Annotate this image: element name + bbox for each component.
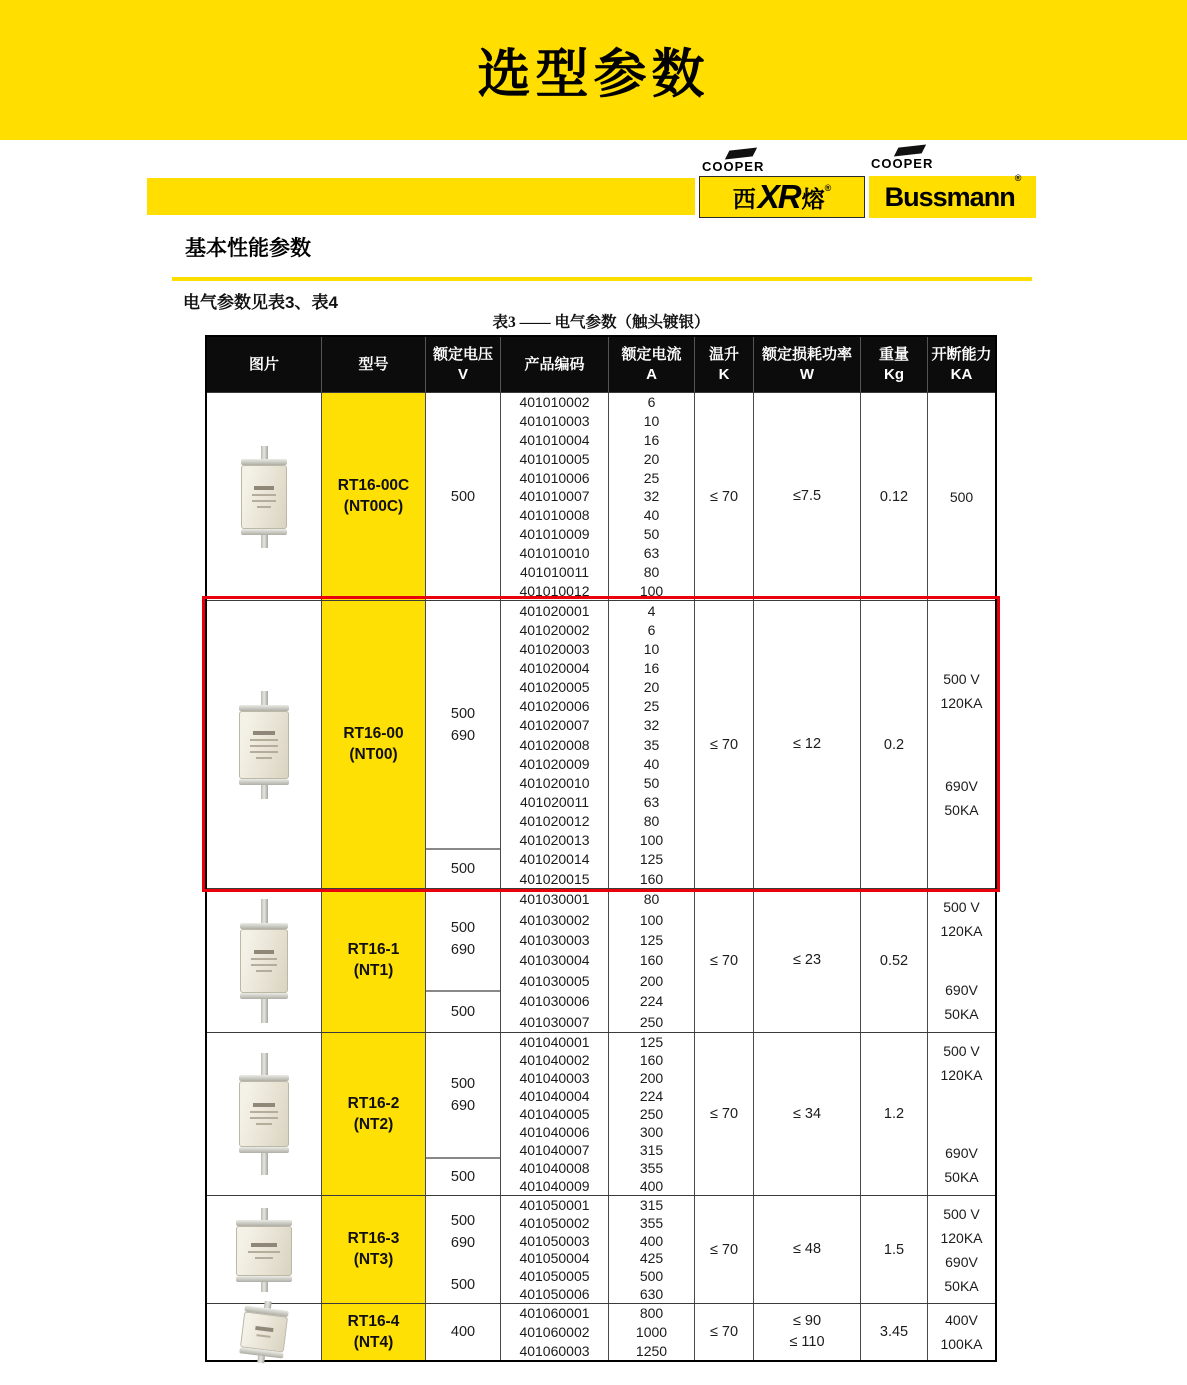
table-header-row (207, 337, 995, 392)
current-value: 63 (643, 793, 660, 810)
fuse-photo-icon (240, 899, 288, 1023)
model-alt-name: (NT4) (353, 1333, 394, 1351)
power-loss-cell (754, 1033, 861, 1195)
product-code-cell (501, 1196, 609, 1303)
model-name: RT16-4 (347, 1312, 400, 1330)
registered-mark-icon: ® (824, 183, 832, 193)
voltage-values-top (426, 601, 500, 848)
product-code: 401040003 (519, 1070, 590, 1086)
temp-rise-cell: ≤ 70 (695, 1196, 754, 1303)
breaking-capacity-value: 120KA (940, 1230, 983, 1246)
header-cell-product-code: 产品编码 (501, 337, 609, 392)
product-code: 401020003 (519, 640, 590, 657)
breaking-capacity-group (944, 1250, 978, 1298)
current-value: 100 (639, 832, 664, 849)
current-value: 425 (639, 1250, 664, 1267)
current-value: 6 (647, 621, 656, 638)
table-row-rt16-1 (207, 888, 995, 1032)
weight-cell: 1.2 (861, 1033, 928, 1195)
breaking-capacity-value: 500 V (943, 1206, 980, 1222)
product-code: 401020002 (519, 621, 590, 638)
bussmann-wordmark: Bussmann® (884, 172, 1021, 212)
current-value: 6 (647, 394, 656, 411)
current-value: 32 (643, 488, 660, 505)
breaking-capacity-group (944, 774, 978, 822)
voltage-cell (426, 889, 501, 1032)
product-code: 401010006 (519, 469, 590, 486)
current-cell (609, 1033, 695, 1195)
model-name: RT16-3 (347, 1230, 400, 1247)
model-cell (322, 889, 426, 1032)
cooper-wordmark: COOPER (871, 156, 934, 171)
breaking-capacity-value: 690V (945, 1254, 978, 1270)
voltage-value: 690 (450, 1098, 476, 1115)
voltage-value: 500 (450, 488, 476, 505)
current-value: 400 (639, 1178, 664, 1194)
model-name: RT16-1 (347, 941, 400, 958)
header-cell-model: 型号 (322, 337, 426, 392)
current-value: 224 (639, 1088, 664, 1104)
header-cell-breaking-capacity: 开断能力 KA (931, 345, 992, 383)
product-code: 401020006 (519, 698, 590, 715)
weight-cell: 0.52 (861, 889, 928, 1032)
breaking-capacity-value: 500 (949, 488, 974, 505)
power-value: ≤ 12 (792, 736, 822, 752)
temp-rise-cell: ≤ 70 (695, 1304, 754, 1360)
weight-cell: 0.2 (861, 601, 928, 888)
current-value: 125 (639, 851, 664, 868)
model-cell (322, 1033, 426, 1195)
power-loss-cell (754, 889, 861, 1032)
breaking-capacity-value: 690V (945, 1145, 978, 1161)
breaking-capacity-group (944, 1141, 978, 1189)
current-cell (609, 601, 695, 888)
breaking-capacity-value: 690V (945, 982, 978, 998)
product-code: 401040008 (519, 1160, 590, 1176)
product-code: 401020013 (519, 832, 590, 849)
current-cell (609, 889, 695, 1032)
table-row-rt16-3 (207, 1195, 995, 1303)
current-cell (609, 393, 695, 600)
model-alt-name: (NT3) (353, 1251, 394, 1268)
model-name: RT16-00C (337, 477, 410, 494)
breaking-capacity-group (940, 1308, 982, 1356)
cooper-flag-icon (894, 144, 926, 156)
current-value: 63 (643, 544, 660, 561)
current-value: 16 (643, 659, 660, 676)
product-code: 401010009 (519, 526, 590, 543)
breaking-capacity-group (940, 1039, 982, 1087)
breaking-capacity-group (940, 667, 982, 715)
product-code: 401010005 (519, 450, 590, 467)
table-row-rt16-00c (207, 392, 995, 600)
power-value: ≤7.5 (792, 488, 822, 504)
current-value: 1250 (635, 1342, 668, 1359)
current-value: 50 (643, 526, 660, 543)
product-code: 401010004 (519, 432, 590, 449)
voltage-values-top (426, 1033, 500, 1157)
current-value: 32 (643, 717, 660, 734)
current-value: 80 (643, 813, 660, 830)
product-code: 401020007 (519, 717, 590, 734)
current-value: 100 (639, 582, 664, 599)
current-value: 200 (639, 972, 664, 989)
current-value: 50 (643, 774, 660, 791)
product-code: 401020004 (519, 659, 590, 676)
product-code: 401040009 (519, 1178, 590, 1194)
power-value: ≤ 34 (792, 1105, 822, 1122)
weight-cell: 0.12 (861, 393, 928, 600)
section-heading: 基本性能参数 (185, 237, 311, 260)
table-caption: 表3 —— 电气参数（触头镀银） (492, 314, 710, 331)
current-value: 200 (639, 1070, 664, 1086)
product-code-cell (501, 1304, 609, 1360)
product-code: 401040005 (519, 1106, 590, 1122)
voltage-cell (426, 393, 501, 600)
header-cell-power-loss: 额定损耗功率 W (754, 337, 861, 392)
xr-rong-logo (699, 176, 865, 218)
table-row-rt16-00 (207, 600, 995, 888)
product-code: 401030001 (519, 891, 590, 908)
current-value: 630 (639, 1286, 664, 1303)
power-value: ≤ 23 (792, 952, 822, 968)
current-value: 315 (639, 1142, 664, 1158)
product-code: 401030005 (519, 972, 590, 989)
page-title: 选型参数 (477, 45, 710, 104)
breaking-capacity-value: 50KA (944, 1169, 979, 1185)
product-code: 401050002 (519, 1214, 590, 1231)
current-value: 35 (643, 736, 660, 753)
product-code: 401040007 (519, 1142, 590, 1158)
product-code-cell (501, 393, 609, 600)
product-code: 401020008 (519, 736, 590, 753)
product-photo-cell (207, 1304, 322, 1360)
cooper-logo-right (871, 146, 933, 170)
product-photo-cell (207, 601, 322, 888)
product-code: 401030006 (519, 993, 590, 1010)
power-value: ≤ 90 (792, 1313, 822, 1329)
cooper-flag-icon (725, 147, 757, 159)
current-value: 160 (639, 952, 664, 969)
power-loss-cell (754, 601, 861, 888)
breaking-capacity-value: 500 V (943, 670, 980, 687)
voltage-values-bottom (426, 848, 500, 888)
current-value: 4 (647, 602, 656, 619)
breaking-capacity-cell (928, 1196, 995, 1303)
page-banner (0, 0, 1187, 140)
fuse-photo-icon (238, 1299, 289, 1366)
breaking-capacity-value: 120KA (940, 694, 983, 711)
breaking-capacity-group (944, 978, 978, 1026)
current-value: 10 (643, 413, 660, 430)
xr-char-right: 熔 (801, 185, 825, 212)
breaking-capacity-group (940, 895, 982, 943)
voltage-value: 500 (450, 861, 476, 877)
breaking-capacity-cell (928, 1033, 995, 1195)
model-cell (322, 1304, 426, 1360)
product-code: 401040006 (519, 1124, 590, 1140)
product-code: 401050001 (519, 1196, 590, 1213)
current-value: 125 (639, 1034, 664, 1050)
fuse-photo-icon (239, 1053, 289, 1175)
voltage-values-bottom (426, 1157, 500, 1195)
current-value: 400 (639, 1232, 664, 1249)
intro-text: 电气参数见表3、表4 (183, 293, 338, 312)
xr-rong-wordmark (733, 178, 831, 216)
header-cell-current: 额定电流 A (609, 337, 695, 392)
current-value: 20 (643, 450, 660, 467)
breaking-capacity-cell (928, 1304, 995, 1360)
product-code: 401020015 (519, 870, 590, 887)
current-value: 20 (643, 679, 660, 696)
current-value: 315 (639, 1196, 664, 1213)
current-value: 125 (639, 932, 664, 949)
voltage-cell (426, 1196, 501, 1303)
product-code: 401040004 (519, 1088, 590, 1104)
voltage-value: 690 (450, 1234, 476, 1251)
section-underline (172, 277, 1032, 281)
breaking-capacity-group (950, 485, 973, 509)
voltage-values-top (426, 1196, 500, 1267)
current-value: 40 (643, 755, 660, 772)
product-code: 401040001 (519, 1034, 590, 1050)
xr-char-left: 西 (732, 185, 756, 212)
voltage-cell (426, 601, 501, 888)
product-code: 401050005 (519, 1268, 590, 1285)
breaking-capacity-value: 690V (945, 778, 978, 795)
current-value: 100 (639, 911, 664, 928)
model-cell (322, 601, 426, 888)
temp-rise-cell: ≤ 70 (695, 889, 754, 1032)
model-alt-name: (NT1) (353, 962, 394, 979)
product-code-cell (501, 1033, 609, 1195)
brand-strip (147, 178, 695, 215)
product-code-cell (501, 889, 609, 1032)
product-code: 401020009 (519, 755, 590, 772)
current-value: 300 (639, 1124, 664, 1140)
product-code: 401020014 (519, 851, 590, 868)
current-value: 25 (643, 469, 660, 486)
voltage-values (426, 393, 500, 600)
breaking-capacity-value: 500 V (943, 1043, 980, 1059)
product-photo-cell (207, 1196, 322, 1303)
voltage-values (426, 1304, 500, 1360)
current-value: 1000 (635, 1324, 668, 1340)
breaking-capacity-value: 120KA (940, 1067, 983, 1083)
breaking-capacity-value: 100KA (940, 1336, 983, 1352)
voltage-value: 500 (450, 920, 476, 937)
voltage-values-top (426, 889, 500, 990)
header-cell-temp-rise: 温升 K (695, 337, 754, 392)
product-photo-cell (207, 889, 322, 1032)
voltage-value: 500 (450, 1003, 476, 1020)
product-code: 401060003 (519, 1342, 590, 1359)
product-photo-cell (207, 393, 322, 600)
current-value: 16 (643, 432, 660, 449)
weight-cell: 1.5 (861, 1196, 928, 1303)
temp-rise-cell: ≤ 70 (695, 393, 754, 600)
product-photo-cell (207, 1033, 322, 1195)
fuse-photo-icon (236, 1208, 292, 1292)
header-cell-voltage: 额定电压 V (426, 337, 501, 392)
product-code: 401010003 (519, 413, 590, 430)
voltage-value: 690 (450, 942, 476, 959)
model-alt-name: (NT00) (349, 746, 398, 763)
breaking-capacity-value: 50KA (944, 1278, 979, 1294)
breaking-capacity-value: 120KA (940, 923, 983, 939)
power-loss-cell (754, 1196, 861, 1303)
table-row-rt16-2 (207, 1032, 995, 1195)
product-code: 401060001 (519, 1305, 590, 1322)
header-cell-image: 图片 (207, 337, 322, 392)
product-code: 401010010 (519, 544, 590, 561)
voltage-value: 500 (450, 1212, 476, 1229)
header-cell-weight: 重量 Kg (861, 337, 928, 392)
power-value: ≤ 48 (792, 1241, 822, 1257)
xr-monogram: XR (757, 178, 800, 215)
cooper-logo-left (702, 149, 764, 173)
power-loss-cell (754, 393, 861, 600)
current-cell (609, 1304, 695, 1360)
product-code: 401010007 (519, 488, 590, 505)
product-code: 401010011 (519, 563, 590, 580)
current-value: 500 (639, 1268, 664, 1285)
voltage-values-bottom (426, 990, 500, 1032)
current-value: 355 (639, 1214, 664, 1231)
current-value: 224 (639, 993, 664, 1010)
current-value: 355 (639, 1160, 664, 1176)
model-alt-name: (NT2) (353, 1115, 394, 1133)
breaking-capacity-cell (928, 889, 995, 1032)
current-value: 250 (639, 1106, 664, 1122)
model-cell (322, 1196, 426, 1303)
model-name: RT16-2 (347, 1094, 400, 1112)
product-code: 401030007 (519, 1013, 590, 1030)
breaking-capacity-value: 400V (945, 1312, 978, 1328)
product-code: 401030003 (519, 932, 590, 949)
product-code: 401030004 (519, 952, 590, 969)
product-code: 401010008 (519, 507, 590, 524)
breaking-capacity-group (940, 1202, 982, 1250)
voltage-value: 500 (450, 705, 476, 722)
temp-rise-cell: ≤ 70 (695, 1033, 754, 1195)
weight-cell: 3.45 (861, 1304, 928, 1360)
model-name: RT16-00 (343, 725, 404, 742)
power-value: ≤ 110 (789, 1334, 825, 1350)
voltage-value: 400 (450, 1324, 476, 1340)
current-value: 40 (643, 507, 660, 524)
breaking-capacity-value: 50KA (944, 802, 979, 819)
voltage-values-bottom (426, 1267, 500, 1303)
product-code: 401040002 (519, 1052, 590, 1068)
current-value: 160 (639, 870, 664, 887)
product-code: 401050003 (519, 1232, 590, 1249)
spec-table (205, 335, 997, 1362)
current-value: 25 (643, 698, 660, 715)
product-code: 401010012 (519, 582, 590, 599)
temp-rise-cell: ≤ 70 (695, 601, 754, 888)
product-code: 401050006 (519, 1286, 590, 1303)
voltage-value: 500 (450, 1277, 476, 1294)
breaking-capacity-value: 500 V (943, 899, 980, 915)
product-code: 401010002 (519, 394, 590, 411)
breaking-capacity-value: 50KA (944, 1006, 979, 1022)
voltage-value: 500 (450, 1076, 476, 1093)
bussmann-logo (869, 172, 1036, 218)
product-code: 401060002 (519, 1324, 590, 1340)
product-code: 401020011 (519, 793, 590, 810)
table-row-rt16-4 (207, 1303, 995, 1360)
breaking-capacity-cell (928, 601, 995, 888)
current-value: 250 (639, 1013, 664, 1030)
fuse-photo-icon (241, 446, 287, 548)
model-alt-name: (NT00C) (343, 498, 404, 515)
power-loss-cell (754, 1304, 861, 1360)
product-code: 401030002 (519, 911, 590, 928)
model-cell (322, 393, 426, 600)
product-code: 401020010 (519, 774, 590, 791)
fuse-photo-icon (239, 691, 289, 799)
product-code: 401020012 (519, 813, 590, 830)
current-value: 800 (639, 1305, 664, 1322)
product-code-cell (501, 601, 609, 888)
voltage-cell (426, 1033, 501, 1195)
cooper-wordmark: COOPER (702, 159, 765, 174)
current-value: 160 (639, 1052, 664, 1068)
product-code: 401020005 (519, 679, 590, 696)
breaking-capacity-cell (928, 393, 995, 600)
current-value: 80 (643, 891, 660, 908)
current-cell (609, 1196, 695, 1303)
current-value: 10 (643, 640, 660, 657)
voltage-value: 690 (450, 727, 476, 744)
current-value: 80 (643, 563, 660, 580)
product-code: 401020001 (519, 602, 590, 619)
registered-mark-icon: ® (1014, 172, 1021, 183)
product-code: 401050004 (519, 1250, 590, 1267)
voltage-value: 500 (450, 1169, 476, 1186)
voltage-cell (426, 1304, 501, 1360)
